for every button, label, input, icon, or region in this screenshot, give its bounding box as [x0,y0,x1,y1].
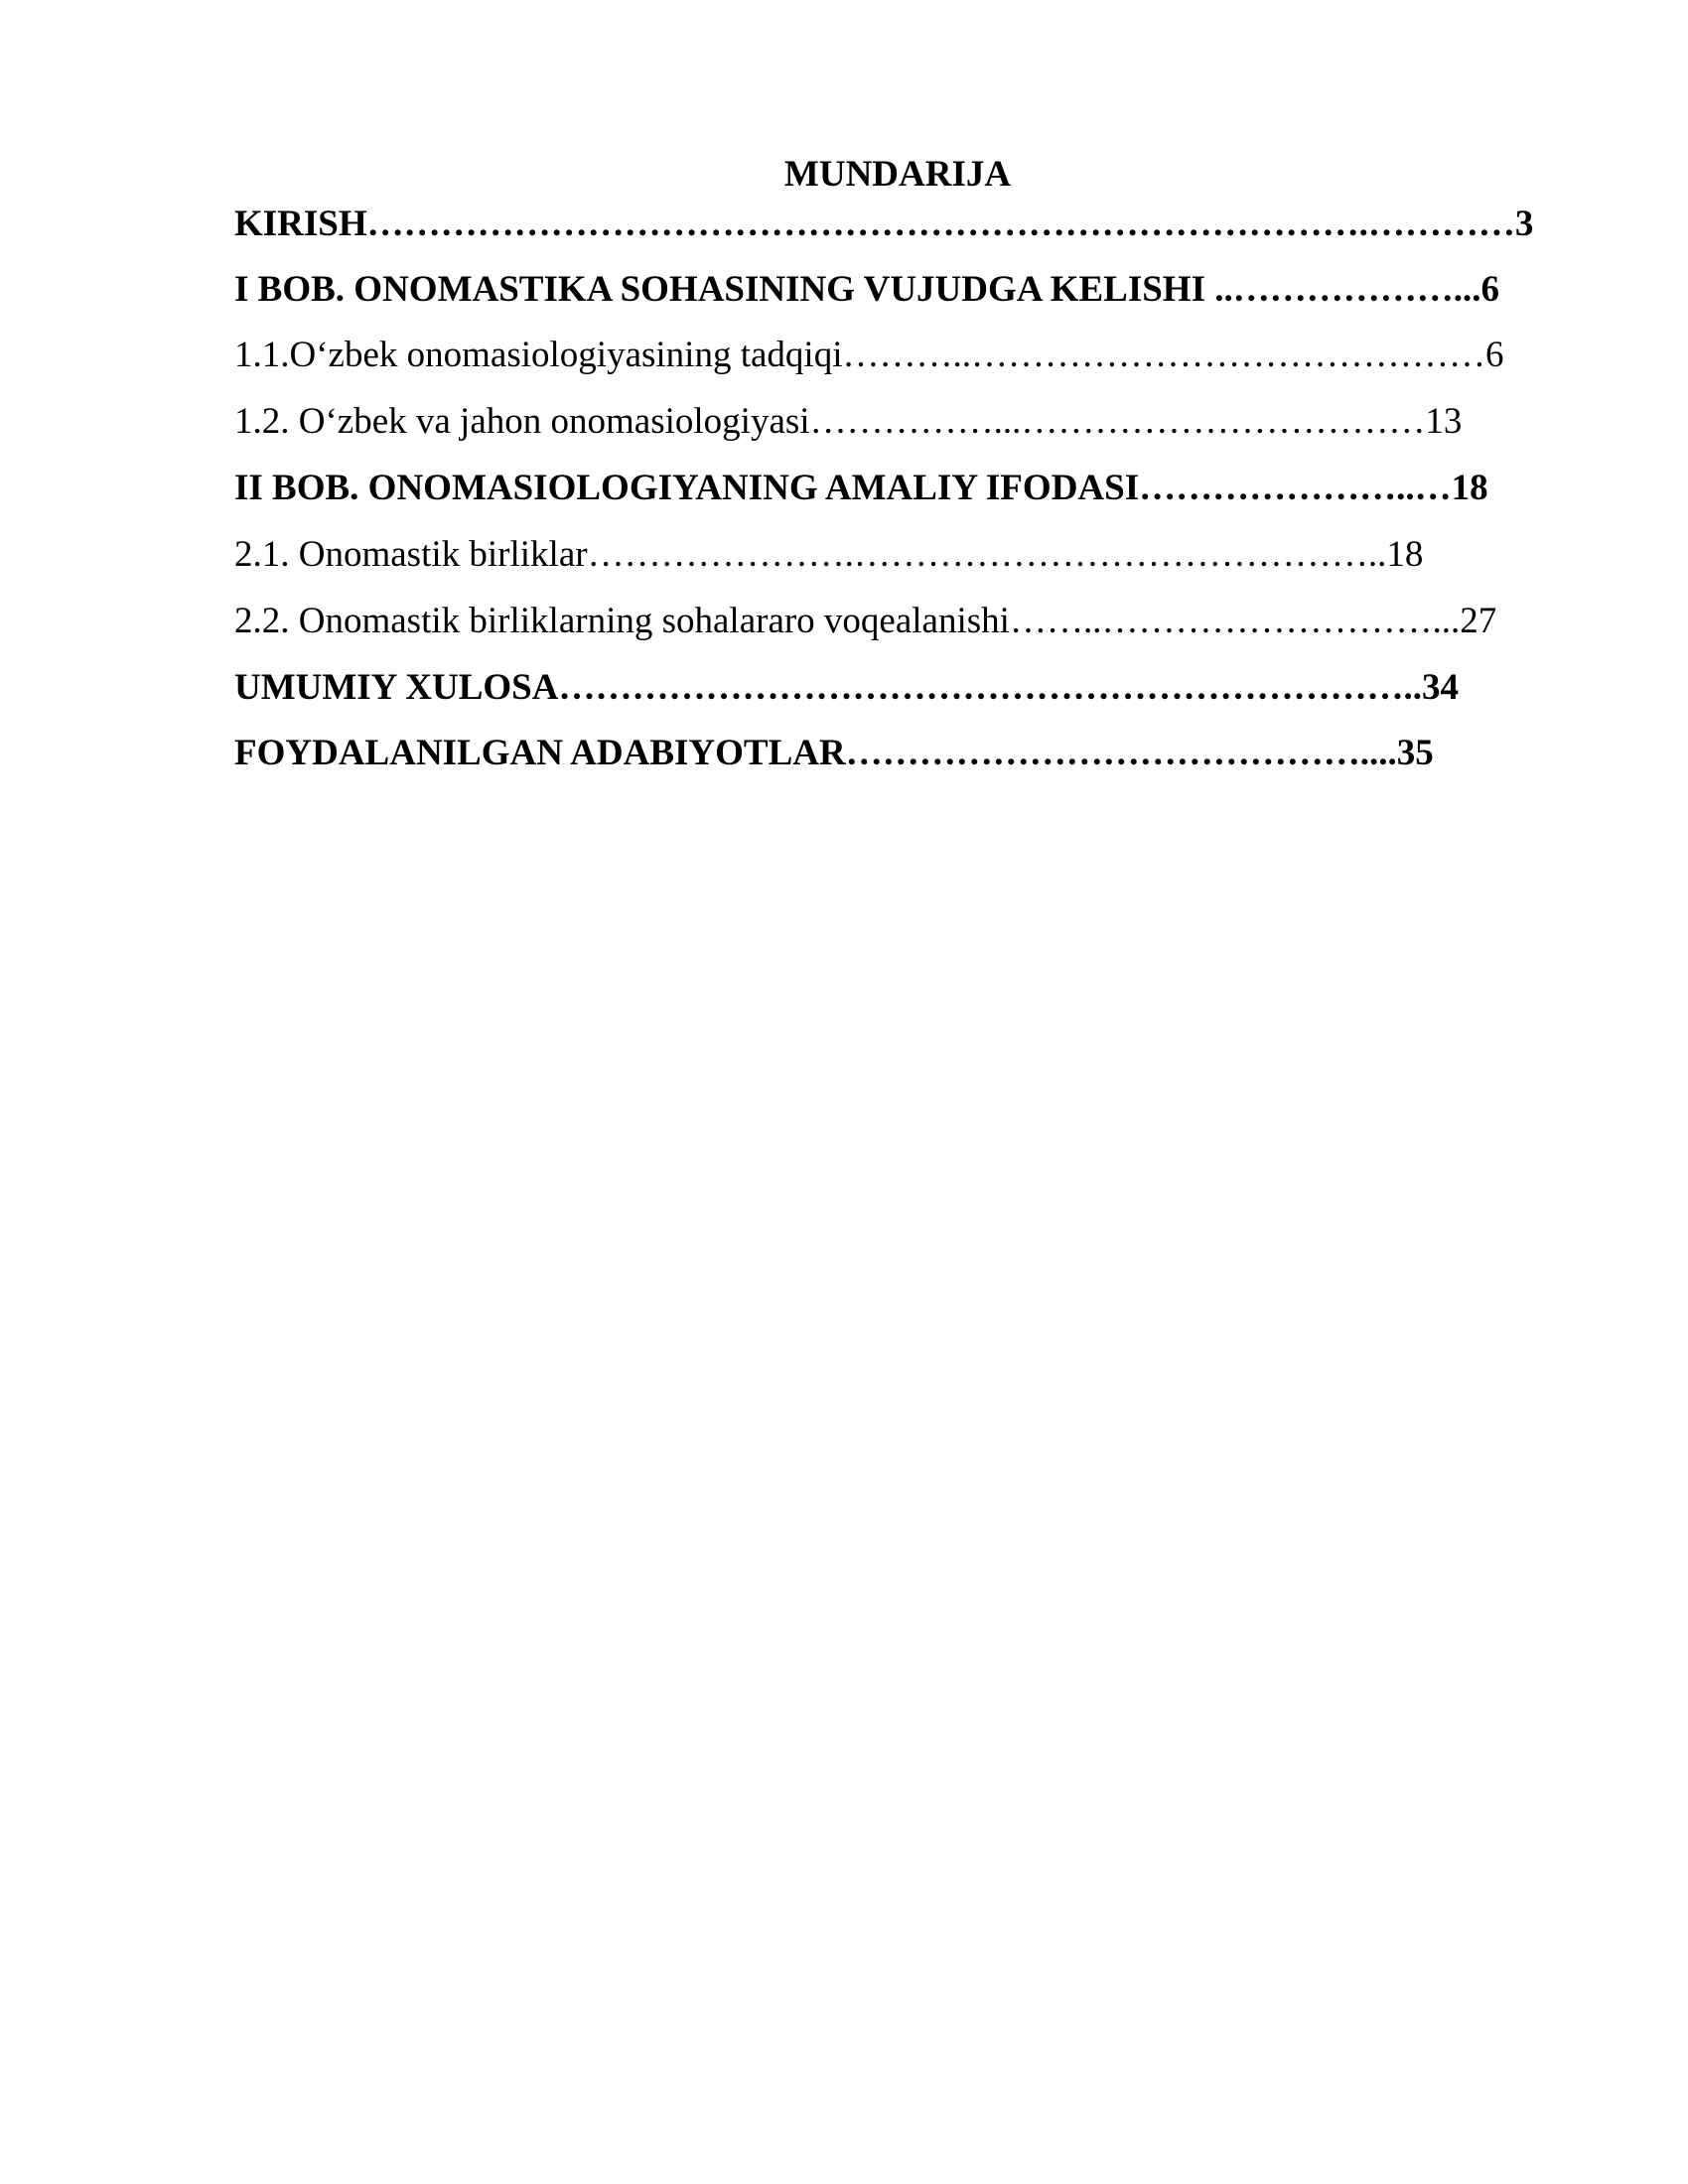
toc-page-number: 13 [1425,401,1463,442]
toc-page-number: ..35 [1378,733,1434,773]
toc-entry-chapter-1[interactable] [234,266,1561,314]
toc-leader-dots: ..……………….. [1214,269,1473,310]
toc-entry-text: 1.2. O‘zbek va jahon onomasiologiyasi [234,401,810,442]
toc-entry-text: KIRISH [234,204,367,244]
toc-leader-dots: …………………..… [1139,468,1452,508]
toc-leader-dots: …………………………………………………………….. [558,667,1422,708]
toc-page-number: .6 [1472,269,1499,310]
toc-entry-chapter-2[interactable] [234,465,1561,512]
toc-entry-section-2-1[interactable] [234,531,1561,579]
toc-entry-text: 2.2. Onomastik birliklarning sohalararo voqealanishi [234,601,1010,641]
toc-entry-section-2-2[interactable] [234,598,1561,645]
toc-leader-dots: ……………………………………………………………………….………… [366,204,1515,244]
toc-entry-text: II BOB. ONOMASIOLOGIYANING AMALIY IFODASI [234,468,1140,508]
toc-leader-dots: ……………...…………………………… [809,401,1426,442]
toc-title: MUNDARIJA [783,154,1012,195]
toc-leader-dots: …………………………………….. [845,733,1379,773]
toc-page-number: 18 [1451,468,1488,508]
toc-entry-conclusion[interactable] [234,664,1561,712]
toc-leader-dots: ………..…………………………………… [842,335,1485,375]
toc-page-number: 6 [1484,335,1504,375]
toc-entry-text: I BOB. ONOMASTIKA SOHASINING VUJUDGA KELISHI [234,269,1215,310]
toc-page-number: 18 [1386,534,1424,575]
toc-entry-text: 2.1. Onomastik birliklar [234,534,588,575]
toc-page-number: 3 [1514,204,1534,244]
toc-entry-text: UMUMIY XULOSA [234,667,559,708]
toc-entry-kirish[interactable] [234,201,1561,248]
toc-leader-dots: ……..……………………….. [1009,601,1451,641]
toc-entry-text: FOYDALANILGAN ADABIYOTLAR [234,733,846,773]
toc-entry-section-1-2[interactable] [234,398,1561,446]
toc-leader-dots: ………………….…………………………………….. [587,534,1387,575]
toc-entry-references[interactable] [234,730,1561,777]
toc-page-number: 34 [1421,667,1459,708]
toc-entry-section-1-1[interactable] [234,332,1561,379]
toc-entry-text: 1.1.O‘zbek onomasiologiyasining tadqiqi [234,335,843,375]
toc-page-number: .27 [1450,601,1497,641]
